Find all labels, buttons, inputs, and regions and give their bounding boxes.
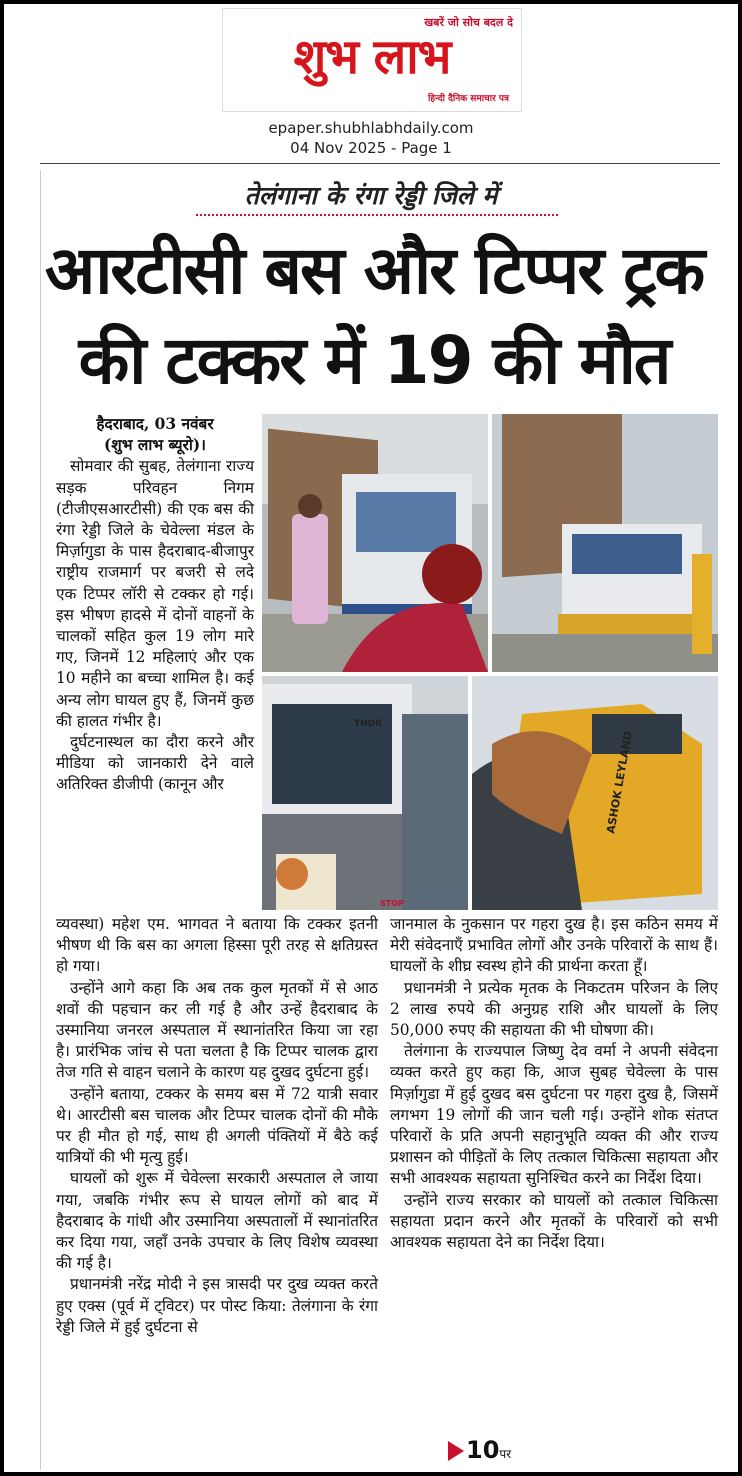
right-para-3: तेलंगाना के राज्यपाल जिष्णु देव वर्मा ने अपनी संवेदना व्यक्त करते हुए कहा कि, आज सुबह चेवेल्ला के पास मिर्ज़ागुडा में हुई दुखद बस दुर्घटना पर गहरा दुख है, जिसमें लगभग 19 लोगों की जान चली गई। उन्होंने शोक संतप्त परिवारों के प्रति अपनी सहानुभूति व्यक्त की और राज्य प्रशासन को पीड़ितों के लिए तत्काल चिकित्सा सहायता और सभी आवश्यक सहायता सुनिश्चित करने का निर्देश दिया। <box>390 1042 718 1188</box>
left-para-2: दुर्घटनास्थल का दौरा करने और मीडिया को जानकारी देने वाले अतिरिक्त डीजीपी (कानून और <box>56 733 254 794</box>
dateline-place-date: हैदराबाद, 03 नवंबर <box>96 415 214 433</box>
headline-line-2: की टक्कर में 19 की मौत <box>78 322 670 399</box>
wide-para-3: उन्होंने बताया, टक्कर के समय बस में 72 यात्री सवार थे। आरटीसी बस चालक और टिप्पर चालक दोनों की मौके पर ही मौत हो गई, साथ ही अगली पंक्तियों में बैठे कई यात्रियों की भी मृत्यु हुई। <box>56 1084 378 1167</box>
dateline-bureau: (शुभ लाभ ब्यूरो)। <box>103 436 206 455</box>
page-border-bottom <box>0 1472 742 1476</box>
site-url[interactable]: epaper.shubhlabhdaily.com <box>268 119 474 137</box>
article-column-lower-right <box>390 914 718 1253</box>
right-para-2: प्रधानमंत्री ने प्रत्येक मृतक के निकटतम परिजन के लिए 2 लाख रुपये की अनुग्रह राशि और घायलों के लिए 50,000 रुपए की सहायता की भी घोषणा की। <box>390 978 718 1040</box>
header-divider <box>40 163 720 164</box>
kicker-underline <box>196 214 558 216</box>
play-arrow-icon <box>448 1441 464 1461</box>
page-border-right <box>738 0 742 1476</box>
wide-para-4: घायलों को शुरू में चेवेल्ला सरकारी अस्पताल ले जाया गया, जबकि गंभीर रूप से घायल लोगों को बाद में हैदराबाद के गांधी और उस्मानिया अस्पतालों में स्थानांतरित कर दिया गया, जहाँ उनके उपचार के लिए विशेष व्यवस्था की गई है। <box>56 1169 378 1273</box>
continued-suffix: पर <box>499 1447 512 1461</box>
article-column-lower-left <box>56 914 378 1338</box>
headline-line-1: आरटीसी बस और टिप्पर ट्रक <box>44 232 704 309</box>
wide-para-5: प्रधानमंत्री नरेंद्र मोदी ने इस त्रासदी पर दुख व्यक्त करते हुए एक्स (पूर्व में ट्विटर) पर पोस्ट किया: तेलंगाना के रंगा रेड्डी जिले में हुई दुर्घटना से <box>56 1275 378 1336</box>
article-headline <box>24 226 724 406</box>
article-kicker: तेलंगाना के रंगा रेड्डी जिले में <box>244 181 498 210</box>
edition-date-page: 04 Nov 2025 - Page 1 <box>290 139 452 157</box>
masthead-tagline: खबरें जो सोच बदल दे <box>424 16 513 29</box>
page-border-left <box>0 0 4 1476</box>
bus-plate-label: TNDR <box>354 719 383 729</box>
masthead-logo: शुभ लाभ <box>293 29 451 85</box>
edition-info <box>0 118 742 158</box>
right-para-1: जानमाल के नुकसान पर गहरा दुख है। इस कठिन समय में मेरी संवेदनाएँ प्रभावित लोगों और उनके परिवारों के साथ हैं। घायलों के शीघ्र स्वस्थ होने की प्रार्थना करता हूँ। <box>390 915 718 976</box>
right-para-4: उन्होंने राज्य सरकार को घायलों को तत्काल चिकित्सा सहायता प्रदान करने और मृतकों के परिवारों को सभी आवश्यक सहायता देने का निर्देश दिया। <box>390 1190 718 1252</box>
article-column-left <box>56 414 254 796</box>
truck-brand-label: ASHOK LEYLAND <box>604 730 635 835</box>
continued-on-page[interactable] <box>448 1436 511 1464</box>
wide-para-1: व्यवस्था) महेश एम. भागवत ने बताया कि टक्कर इतनी भीषण थी कि बस का अगला हिस्सा पूरी तरह से क्षतिग्रस्त हो गया। <box>56 915 378 976</box>
continued-page-number: 10 <box>466 1436 500 1464</box>
collage-svg <box>262 414 718 910</box>
dateline <box>56 414 254 456</box>
page-border-top <box>0 0 742 4</box>
masthead <box>222 8 522 112</box>
masthead-subtitle: हिन्दी दैनिक समाचार पत्र <box>427 94 509 104</box>
stop-sign-label: STOP <box>380 899 404 908</box>
accident-photo-collage <box>262 414 718 910</box>
left-para-1: सोमवार की सुबह, तेलंगाना राज्य सड़क परिवहन निगम (टीजीएसआरटीसी) की एक बस की रंगा रेड्डी जिले के चेवेल्ला मंडल के मिर्ज़ागुडा के पास हैदराबाद-बीजापुर राष्ट्रीय राजमार्ग पर बजरी से लदे एक टिप्पर लॉरी से टक्कर हो गई। इस भीषण हादसे में दोनों वाहनों के चालकों सहित कुल 19 लोग मारे गए, जिनमें 12 महिलाएं और एक 10 महीने का बच्चा शामिल है। कई अन्य लोग घायल हुए हैं, जिनमें कुछ की हालत गंभीर है। <box>56 457 254 730</box>
wide-para-2: उन्होंने आगे कहा कि अब तक कुल मृतकों में से आठ शवों की पहचान कर ली गई है और उन्हें हैदराबाद के उस्मानिया जनरल अस्पताल में स्थानांतरित किया जा रहा है। प्रारंभिक जांच से पता चलता है कि टिप्पर चालक द्वारा तेज गति से वाहन चलाने के कारण यह दुखद दुर्घटना हुई। <box>56 978 378 1082</box>
